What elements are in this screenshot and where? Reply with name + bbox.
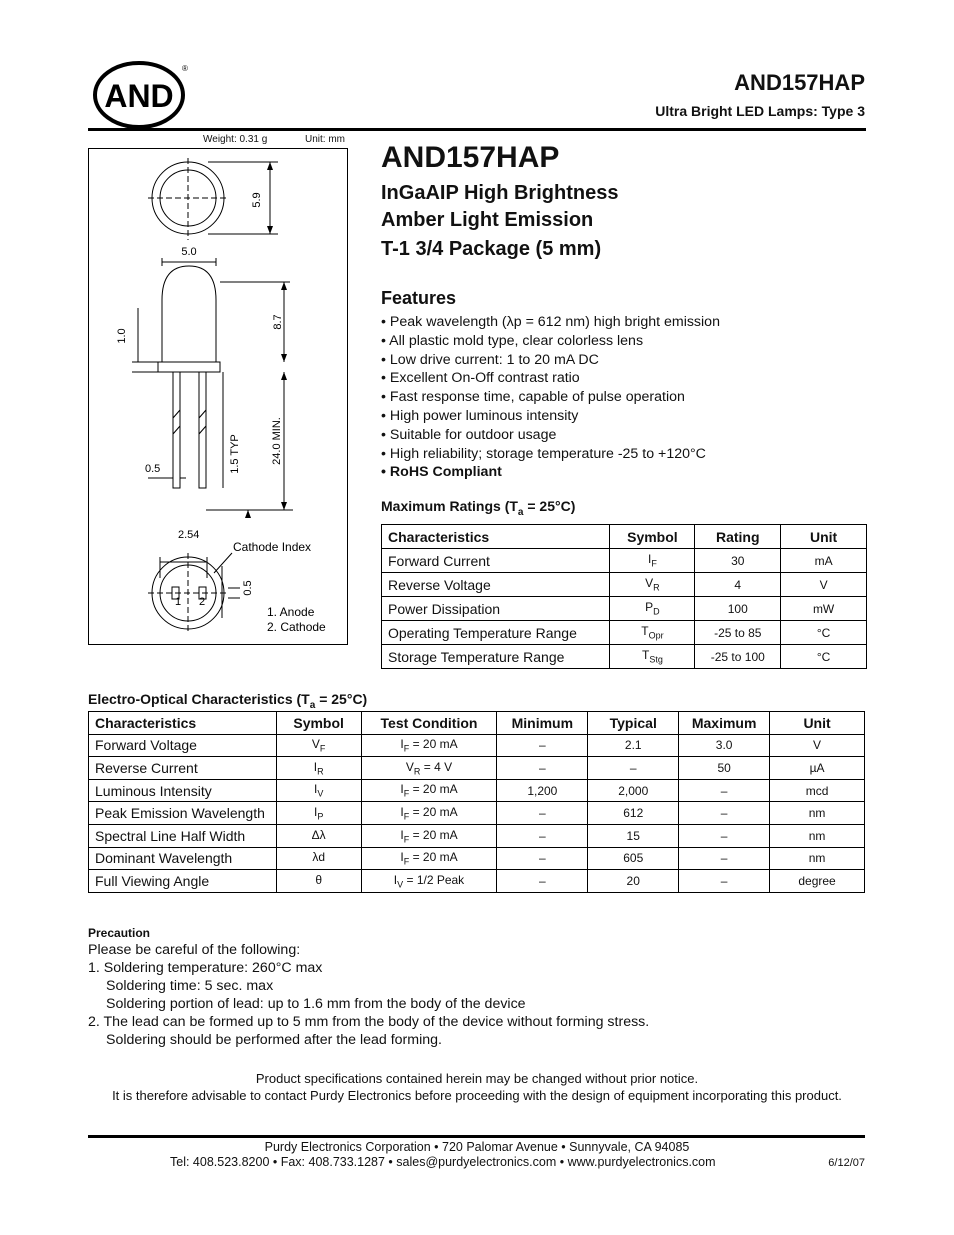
feature-item: • Excellent On-Off contrast ratio (381, 370, 580, 387)
cathode-index-label: Cathode Index (233, 540, 312, 554)
cell-symbol: $T_{Opr}$ (610, 621, 695, 645)
cell-maximum: 50 (679, 757, 770, 780)
cell-symbol: $V_F$ (276, 734, 361, 757)
cell-unit: nm (770, 847, 865, 870)
cell-symbol: $I_R$ (276, 757, 361, 780)
cell-minimum: – (497, 802, 588, 825)
col-header: Unit (781, 525, 867, 549)
cell-typical: 605 (588, 847, 679, 870)
cell-rating: 100 (695, 597, 781, 621)
electro-optical-heading: Electro-Optical Characteristics $(T_a = 25^\circ C)$ (88, 691, 368, 711)
cell-typical: 2,000 (588, 779, 679, 802)
table-row (382, 573, 867, 597)
table-header-row (382, 525, 867, 549)
cell-typical: 15 (588, 824, 679, 847)
features-heading: Features (381, 288, 457, 308)
cell-unit: degree (770, 870, 865, 893)
table-row (382, 621, 867, 645)
dimension-drawing (88, 148, 348, 645)
cell-char: Dominant Wavelength (89, 847, 277, 870)
precaution-line: Soldering portion of lead: up to 1.6 mm from the body of the device (106, 996, 526, 1012)
cell-symbol: λd (276, 847, 361, 870)
cell-unit: V (781, 573, 867, 597)
unit-label: Unit: mm (305, 134, 345, 145)
footer-address: Purdy Electronics Corporation • 720 Palomar Avenue • Sunnyvale, CA 94085 (264, 1140, 690, 1154)
cell-symbol: $I_P$ (276, 802, 361, 825)
cell-rating: -25 to 100 (695, 645, 781, 669)
precaution-line: 1. Soldering temperature: 260°C max (88, 960, 323, 976)
dim-5-0: 5.0 (181, 246, 197, 258)
cell-char: Peak Emission Wavelength (89, 802, 277, 825)
footer-rule (88, 1135, 865, 1138)
cell-condition: $I_V = 1/2$ Peak (361, 870, 497, 893)
col-header: Symbol (276, 712, 361, 735)
product-title: AND157HAP (381, 141, 560, 174)
cell-condition: $I_F = 20$ mA (361, 779, 497, 802)
table-row (382, 597, 867, 621)
weight-label: Weight: 0.31 g (203, 134, 268, 145)
cell-maximum: – (679, 779, 770, 802)
feature-item: • High power luminous intensity (381, 407, 579, 424)
precaution-line: 2. The lead can be formed up to 5 mm from the body of the device without forming stress. (88, 1014, 650, 1030)
cell-maximum: – (679, 802, 770, 825)
table-row (89, 734, 865, 757)
footer-contact: Tel: 408.523.8200 • Fax: 408.733.1287 • sales@purdyelectronics.com • www.purdyelectronics.com (170, 1155, 716, 1169)
table-header-row (89, 712, 865, 735)
dim-1-5-typ: 1.5 TYP (229, 434, 241, 474)
feature-item: • Peak wavelength (λp = 612 nm) high bright emission (381, 314, 720, 330)
cell-unit: nm (770, 824, 865, 847)
cell-rating: 30 (695, 549, 781, 573)
cell-symbol: θ (276, 870, 361, 893)
logo-text: AND (104, 78, 174, 114)
dim-0-5-bottom: 0.5 (242, 580, 254, 596)
dim-5-9: 5.9 (251, 192, 263, 208)
cell-char: Full Viewing Angle (89, 870, 277, 893)
cell-unit: °C (781, 645, 867, 669)
col-header: Test Condition (361, 712, 497, 735)
product-subtitle-line1: InGaAIP High Brightness (381, 182, 619, 204)
cell-symbol: $I_V$ (276, 779, 361, 802)
table-row (89, 757, 865, 780)
cell-char: Operating Temperature Range (382, 621, 610, 645)
max-ratings-heading: Maximum Ratings $(T_a = 25^\circ C)$ (381, 498, 576, 518)
legend-cathode: 2. Cathode (267, 620, 326, 634)
electro-optical-table (88, 711, 865, 893)
cell-unit: mcd (770, 779, 865, 802)
table-row (89, 870, 865, 893)
dim-2-54: 2.54 (178, 529, 200, 541)
table-row (382, 645, 867, 669)
col-header: Unit (770, 712, 865, 735)
table-row (89, 824, 865, 847)
cell-unit: mW (781, 597, 867, 621)
cell-maximum: 3.0 (679, 734, 770, 757)
dim-8-7: 8.7 (272, 314, 284, 330)
product-subtitle-line3: T-1 3/4 Package (5 mm) (381, 238, 602, 260)
cell-condition: $V_R = 4$ V (361, 757, 497, 780)
cell-minimum: 1,200 (497, 779, 588, 802)
cell-symbol: Δλ (276, 824, 361, 847)
cell-char: Forward Current (382, 549, 610, 573)
cell-condition: $I_F = 20$ mA (361, 824, 497, 847)
cell-char: Reverse Current (89, 757, 277, 780)
dim-0-5: 0.5 (145, 463, 161, 475)
dim-1-0: 1.0 (116, 328, 128, 344)
cell-rating: -25 to 85 (695, 621, 781, 645)
precaution-text (88, 941, 649, 1049)
col-header: Rating (695, 525, 781, 549)
table-row (89, 847, 865, 870)
cell-minimum: – (497, 847, 588, 870)
cell-char: Storage Temperature Range (382, 645, 610, 669)
col-header: Characteristics (89, 712, 277, 735)
dim-24-min: 24.0 MIN. (271, 417, 283, 465)
and-logo (92, 57, 190, 129)
cell-unit: mA (781, 549, 867, 573)
cell-minimum: – (497, 824, 588, 847)
table-row (89, 802, 865, 825)
cell-symbol: $V_R$ (610, 573, 695, 597)
features-list (381, 313, 720, 482)
feature-item: • Fast response time, capable of pulse operation (381, 389, 685, 406)
col-header: Typical (588, 712, 679, 735)
cell-char: Reverse Voltage (382, 573, 610, 597)
col-header: Characteristics (382, 525, 610, 549)
feature-item: • All plastic mold type, clear colorless lens (381, 332, 644, 349)
footer-date: 6/12/07 (828, 1157, 865, 1169)
cell-symbol: $P_D$ (610, 597, 695, 621)
cell-char: Power Dissipation (382, 597, 610, 621)
precaution-line: Soldering time: 5 sec. max (106, 978, 274, 994)
precaution-heading: Precaution (88, 926, 151, 940)
header-subtitle: Ultra Bright LED Lamps: Type 3 (655, 103, 865, 119)
cell-maximum: – (679, 847, 770, 870)
cell-rating: 4 (695, 573, 781, 597)
cell-typical: 2.1 (588, 734, 679, 757)
max-ratings-table (381, 524, 867, 669)
cell-symbol: $T_{Stg}$ (610, 645, 695, 669)
table-row (382, 549, 867, 573)
cell-unit: µA (770, 757, 865, 780)
pin-2-label: 2 (198, 596, 206, 608)
cell-unit: nm (770, 802, 865, 825)
table-row (89, 779, 865, 802)
cell-unit: °C (781, 621, 867, 645)
notice-line2: It is therefore advisable to contact Purdy Electronics before proceeding with the design of equipment incorporating this product. (112, 1088, 842, 1103)
cell-symbol: $I_F$ (610, 549, 695, 573)
cell-condition: $I_F = 20$ mA (361, 847, 497, 870)
cell-typical: 612 (588, 802, 679, 825)
pin-1-label: 1 (174, 596, 182, 608)
notice-line1: Product specifications contained herein may be changed without prior notice. (255, 1071, 699, 1086)
cell-minimum: – (497, 870, 588, 893)
precaution-line: Please be careful of the following: (88, 942, 301, 958)
feature-item: • Low drive current: 1 to 20 mA DC (381, 351, 599, 368)
col-header: Maximum (679, 712, 770, 735)
product-subtitle-line2: Amber Light Emission (381, 209, 594, 231)
header-part-number: AND157HAP (734, 70, 865, 95)
header-rule (88, 128, 866, 131)
cell-typical: 20 (588, 870, 679, 893)
cell-unit: V (770, 734, 865, 757)
registered-mark: ® (182, 64, 188, 73)
feature-item: • RoHS Compliant (381, 464, 502, 481)
cell-maximum: – (679, 824, 770, 847)
cell-char: Luminous Intensity (89, 779, 277, 802)
legend-anode: 1. Anode (267, 605, 315, 619)
cell-maximum: – (679, 870, 770, 893)
cell-condition: $I_F = 20$ mA (361, 802, 497, 825)
precaution-line: Soldering should be performed after the lead forming. (106, 1032, 442, 1048)
cell-typical: – (588, 757, 679, 780)
cell-char: Spectral Line Half Width (89, 824, 277, 847)
cell-condition: $I_F = 20$ mA (361, 734, 497, 757)
col-header: Minimum (497, 712, 588, 735)
cell-minimum: – (497, 734, 588, 757)
feature-item: • High reliability; storage temperature -25 to +120°C (381, 445, 706, 462)
cell-minimum: – (497, 757, 588, 780)
cell-char: Forward Voltage (89, 734, 277, 757)
col-header: Symbol (610, 525, 695, 549)
feature-item: • Suitable for outdoor usage (381, 426, 557, 443)
